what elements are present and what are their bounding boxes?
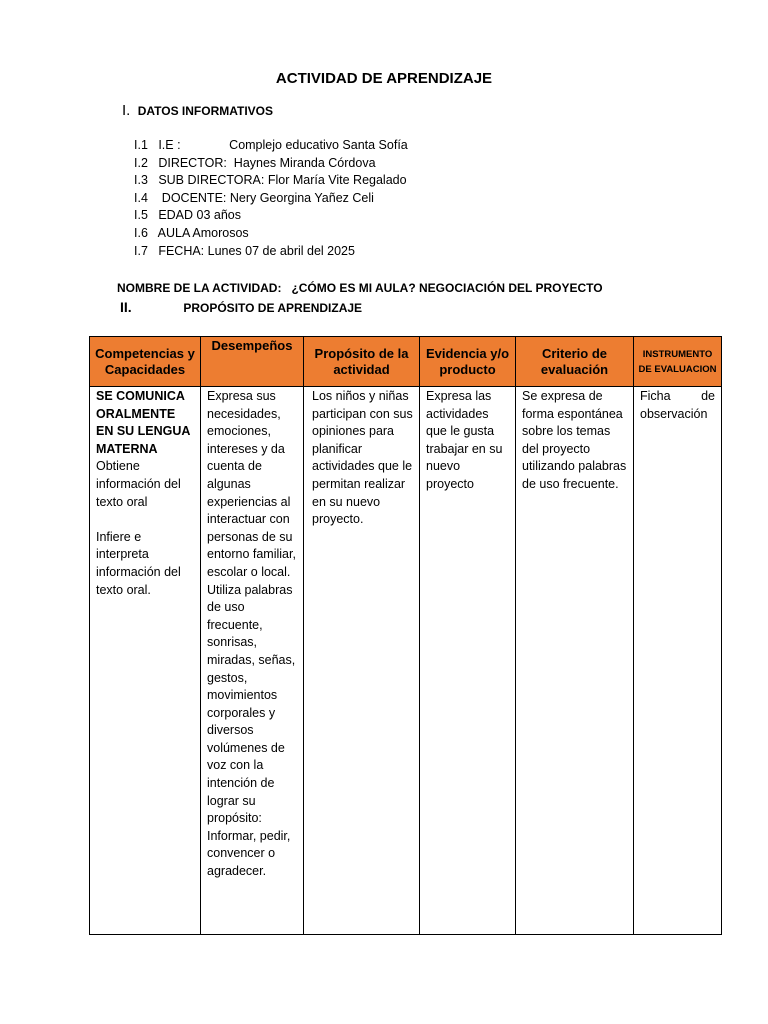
cell-competencias: [90, 387, 201, 935]
info-item-aula: I.6 AULA Amorosos: [134, 225, 249, 240]
capacidad-1: Obtiene información del texto oral: [96, 459, 181, 509]
document-title: ACTIVIDAD DE APRENDIZAJE: [275, 70, 493, 87]
cell-desempenos: Expresa sus necesidades, emociones, intereses y da cuenta de algunas experiencias al interactuar con personas de su entorno familiar, escolar o local. Utiliza palabras de uso frecuente, sonrisas, miradas, señas, gestos, movimientos corporales y diversos volúmenes de voz con la intención de lograr su propósito: Informar, pedir, convencer o agradecer.: [201, 387, 304, 935]
info-item-fecha: I.7 FECHA: Lunes 07 de abril del 2025: [134, 243, 355, 258]
header-evidencia: Evidencia y/o producto: [420, 337, 516, 387]
section-numeral: I.: [122, 102, 131, 119]
competencia-text: SE COMUNICA ORALMENTE EN SU LENGUA MATERNA: [96, 389, 190, 456]
info-item-edad: I.5 EDAD 03 años: [134, 208, 242, 223]
header-desempenos: Desempeños: [201, 337, 304, 387]
cell-instrumento: Ficha de observación: [634, 387, 722, 935]
section-datos-informativos: [122, 102, 273, 119]
info-list: [134, 137, 408, 260]
cell-criterio: Se expresa de forma espontánea sobre los temas del proyecto utilizando palabras de uso frecuente.: [516, 387, 634, 935]
section-heading: DATOS INFORMATIVOS: [137, 104, 274, 118]
section-numeral: II.: [120, 299, 132, 315]
table-row: [90, 387, 722, 935]
activity-name: NOMBRE DE LA ACTIVIDAD: ¿CÓMO ES MI AULA? NEGOCIACIÓN DEL PROYECTO: [117, 281, 603, 295]
header-competencias: Competencias y Capacidades: [90, 337, 201, 387]
info-item-subdirectora: I.3 SUB DIRECTORA: Flor María Vite Regalado: [134, 173, 407, 188]
cell-evidencia: Expresa las actividades que le gusta trabajar en su nuevo proyecto: [420, 387, 516, 935]
capacidad-2: Infiere e interpreta información del texto oral.: [96, 529, 181, 597]
learning-purpose-table: [89, 336, 722, 935]
info-item-ie: I.1 I.E : Complejo educativo Santa Sofía: [134, 138, 408, 152]
header-instrumento: INSTRUMENTO DE EVALUACION: [634, 337, 722, 387]
table-header-row: [90, 337, 722, 387]
header-criterio: Criterio de evaluación: [516, 337, 634, 387]
info-item-docente: I.4 DOCENTE: Nery Georgina Yañez Celi: [134, 190, 374, 205]
header-proposito: Propósito de la actividad: [304, 337, 420, 387]
info-item-director: I.2 DIRECTOR: Haynes Miranda Córdova: [134, 155, 376, 170]
section-heading: PROPÓSITO DE APRENDIZAJE: [183, 301, 363, 315]
section-proposito: [120, 299, 362, 315]
cell-proposito: Los niños y niñas participan con sus opiniones para planificar actividades que le permitan realizar en su nuevo proyecto.: [304, 387, 420, 935]
